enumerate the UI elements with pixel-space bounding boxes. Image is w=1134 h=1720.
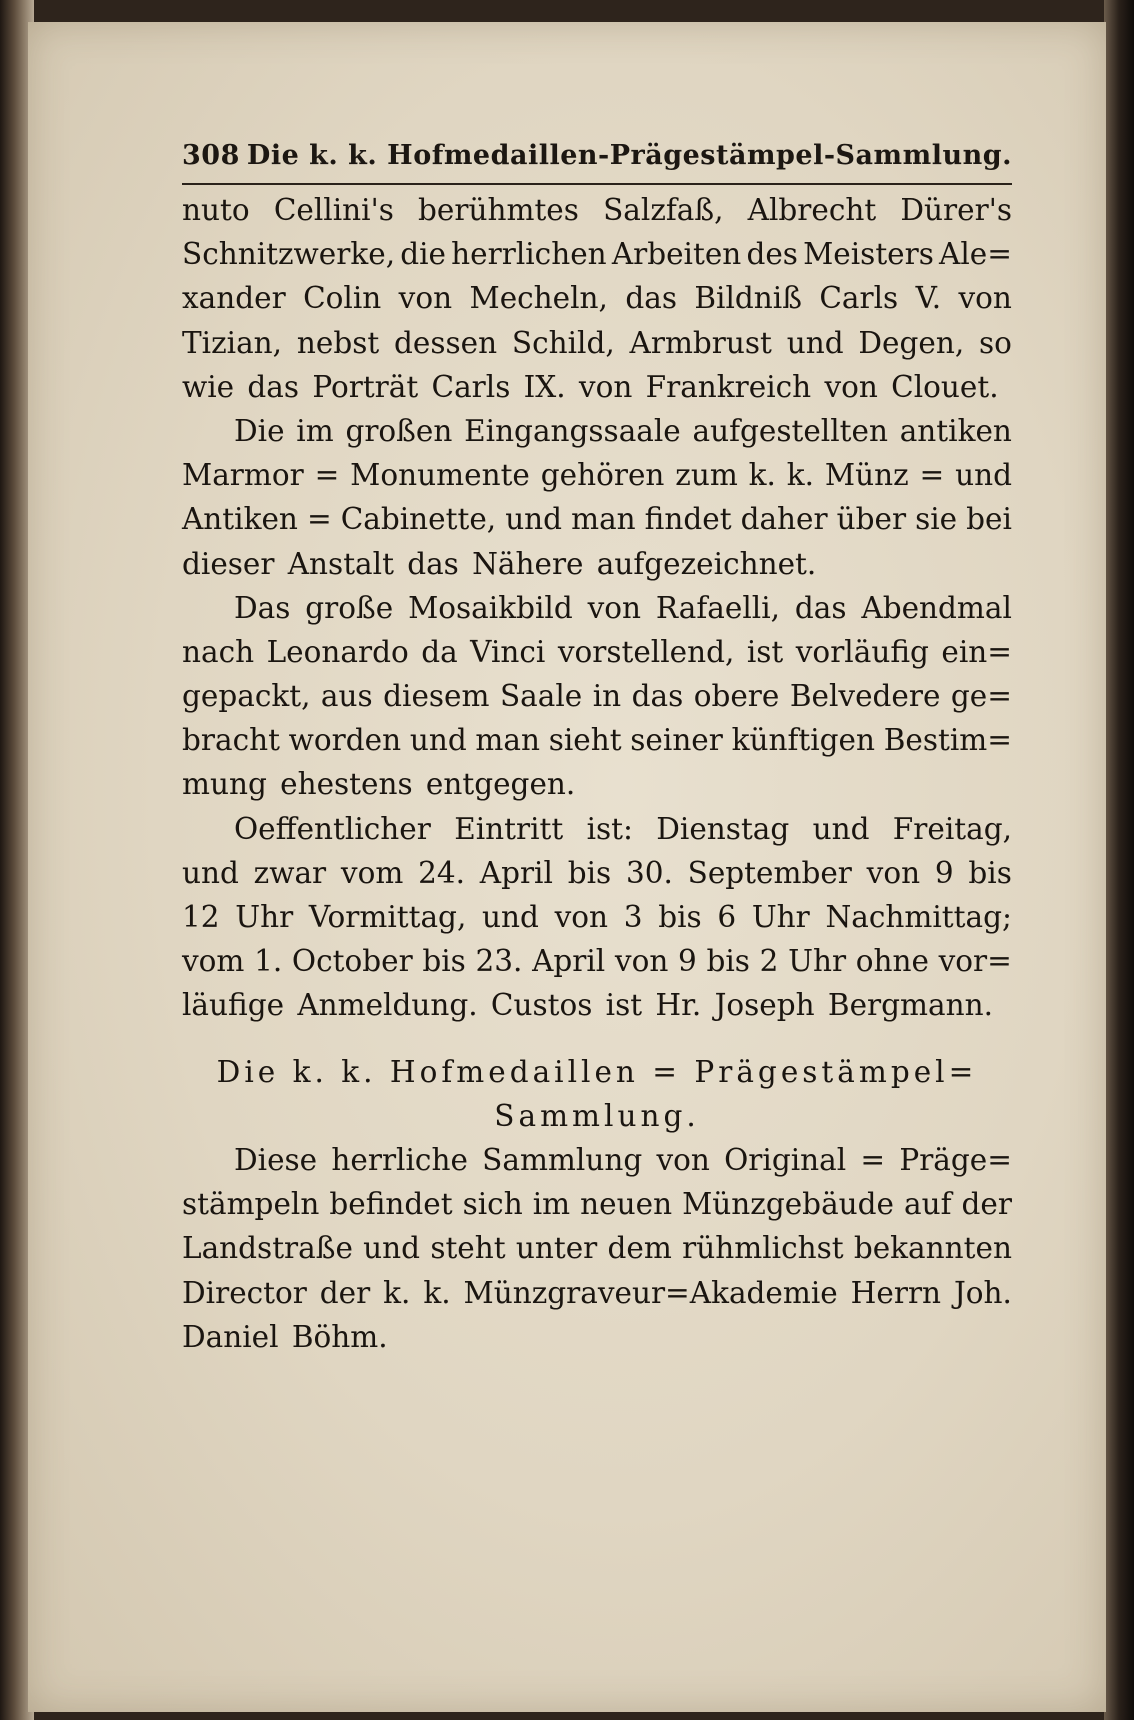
text-line: dieser Anstalt das Nähere aufgezeichnet. xyxy=(182,546,817,581)
text-line: Schnitzwerke, die herrlichen Arbeiten des Meisters Ale= xyxy=(182,237,1012,272)
heading-line: Die k. k. Hofmedaillen = Prägestämpel= xyxy=(216,1054,978,1089)
text-line: Die im großen Eingangssaale aufgestellten antiken xyxy=(234,413,1012,448)
text-line: nuto Cellini's berühmtes Salzfaß, Albrecht Dürer's xyxy=(182,193,1012,227)
text-line: Director der k. k. Münzgraveur=Akademie Herrn Joh. xyxy=(182,1275,1012,1310)
body-text xyxy=(182,188,1012,1359)
section-heading xyxy=(182,1050,1012,1138)
heading-line: Sammlung. xyxy=(494,1098,700,1133)
header-rule xyxy=(182,183,1012,185)
text-line: Antiken = Cabinette, und man findet daher über sie bei xyxy=(182,502,1012,537)
text-line: Daniel Böhm. xyxy=(182,1319,388,1354)
paragraph xyxy=(182,188,1012,409)
text-line: Landstraße und steht unter dem rühmlichst bekannten xyxy=(182,1231,1012,1266)
page-stack-edge xyxy=(1104,0,1134,1720)
paragraph xyxy=(182,586,1012,807)
text-line: mung ehestens entgegen. xyxy=(182,767,576,802)
paragraph xyxy=(182,409,1012,586)
text-line: wie das Porträt Carls IX. von Frankreich von Clouet. xyxy=(182,369,999,404)
paragraph xyxy=(182,807,1012,1028)
text-line: Diese herrliche Sammlung von Original = Präge= xyxy=(234,1142,1012,1177)
text-line: Tizian, nebst dessen Schild, Armbrust und Degen, so xyxy=(182,325,1012,360)
text-line: vom 1. October bis 23. April von 9 bis 2 Uhr ohne vor= xyxy=(182,944,1012,979)
text-line: gepackt, aus diesem Saale in das obere Belvedere ge= xyxy=(182,679,1012,714)
text-line: läufige Anmeldung. Custos ist Hr. Joseph Bergmann. xyxy=(182,988,993,1023)
text-line: Marmor = Monumente gehören zum k. k. Münz = und xyxy=(182,458,1012,493)
text-line: Das große Mosaikbild von Rafaelli, das Abendmal xyxy=(234,590,1012,625)
text-line: Oeffentlicher Eintritt ist: Dienstag und Freitag, xyxy=(234,811,1012,846)
heading-spacer xyxy=(182,1028,1012,1050)
running-title: Die k. k. Hofmedaillen-Prägestämpel-Sammlung. xyxy=(246,140,1012,171)
text-line: stämpeln befindet sich im neuen Münzgebäude auf der xyxy=(182,1187,1012,1222)
text-line: bracht worden und man sieht seiner künftigen Bestim= xyxy=(182,723,1012,758)
paragraph xyxy=(182,1138,1012,1359)
text-line: 12 Uhr Vormittag, und von 3 bis 6 Uhr Nachmittag; xyxy=(182,900,1012,934)
running-header xyxy=(182,140,1012,171)
text-line: xander Colin von Mecheln, das Bildniß Carls V. von xyxy=(182,281,1012,316)
text-line: nach Leonardo da Vinci vorstellend, ist vorläufig ein= xyxy=(182,634,1012,669)
page-number: 308 xyxy=(182,140,240,171)
text-line: und zwar vom 24. April bis 30. September von 9 bis xyxy=(182,855,1012,890)
